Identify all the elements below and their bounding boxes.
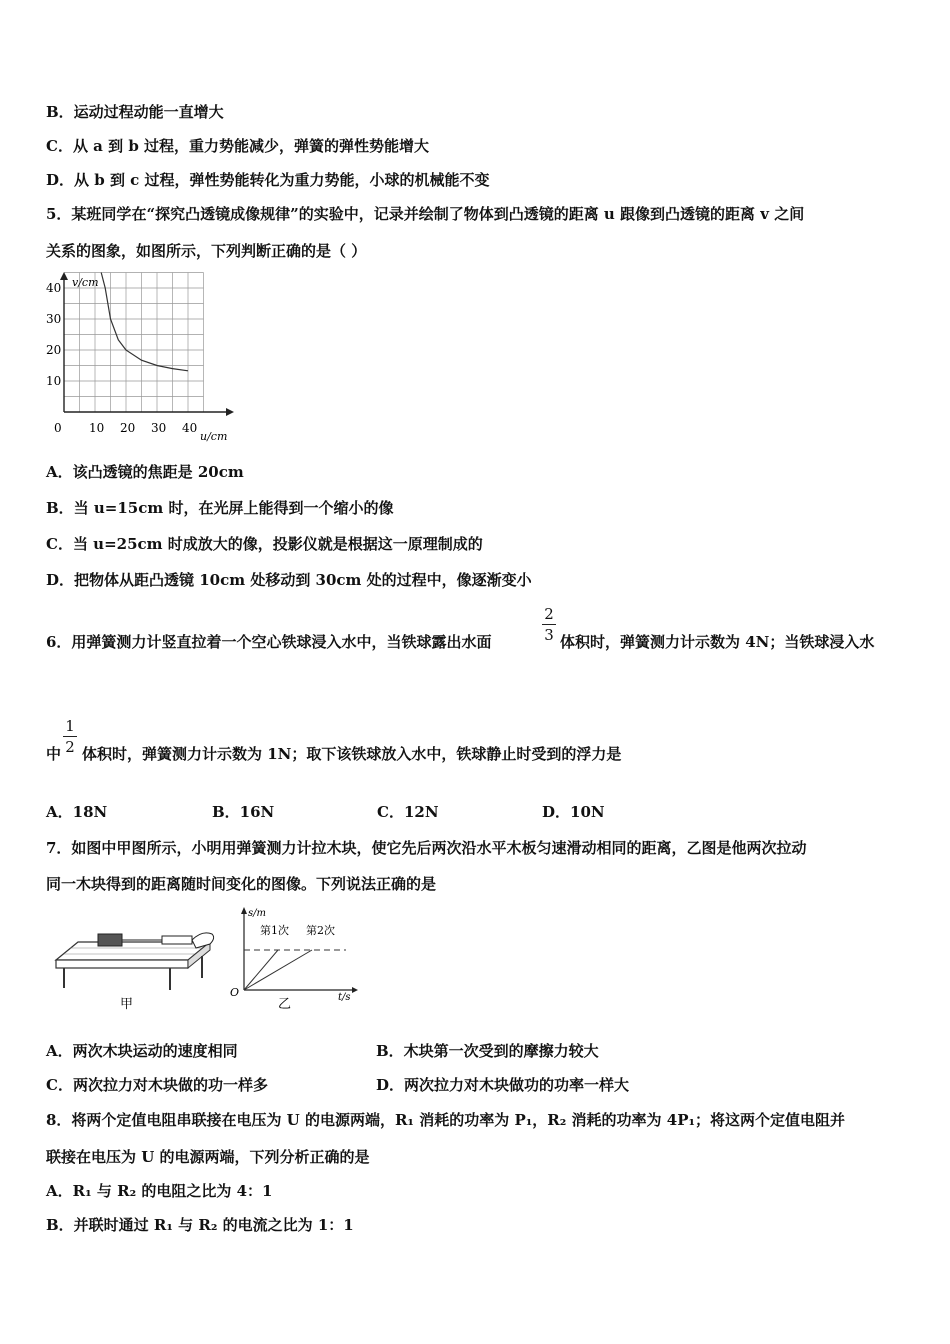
yi-first-label: 第1次 (260, 924, 289, 937)
q4-option-b: B．运动过程动能一直增大 (46, 103, 224, 121)
q6-option-a: A．18N (46, 803, 108, 821)
q8-stem-line1: 8．将两个定值电阻串联接在电压为 U 的电源两端，R₁ 消耗的功率为 P₁，R₂ 消耗的功率为 4P₁；将这两个定值电阻并 (46, 1111, 846, 1129)
yi-ylabel: s/m (248, 908, 266, 919)
chart-series-curve (101, 273, 188, 371)
q4-option-d: D．从 b 到 c 过程，弹性势能转化为重力势能，小球的机械能不变 (46, 171, 490, 189)
q7-option-a: A．两次木块运动的速度相同 (46, 1042, 238, 1060)
q5-option-c: C．当 u=25cm 时成放大的像，投影仪就是根据这一原理制成的 (46, 535, 483, 553)
q6-fraction-one-half (63, 718, 77, 755)
q5-stem-line2: 关系的图象，如图所示，下列判断正确的是（ ） (46, 242, 367, 260)
y-tick-label: 40 (46, 281, 62, 295)
fraction-denominator: 2 (65, 738, 75, 756)
figure-yi-caption: 乙 (278, 997, 292, 1012)
fraction-numerator: 2 (544, 605, 554, 623)
x-tick-label: 0 (54, 421, 62, 435)
chart-grid (64, 273, 204, 413)
q5-stem-line1: 5．某班同学在“探究凸透镜成像规律”的实验中，记录并绘制了物体到凸透镜的距离 u 跟像到凸透镜的距离 v 之间 (46, 205, 805, 223)
q5-option-b: B．当 u=15cm 时，在光屏上能得到一个缩小的像 (46, 499, 394, 517)
q5-option-d: D．把物体从距凸透镜 10cm 处移动到 30cm 处的过程中，像逐渐变小 (46, 571, 532, 589)
q7-stem-line1: 7．如图中甲图所示，小明用弹簧测力计拉木块，使它先后两次沿水平木板匀速滑动相同的距离，乙图是他两次拉动 (46, 839, 807, 857)
q6-option-b: B．16N (212, 803, 275, 821)
q6-option-d: D．10N (542, 803, 605, 821)
lens-chart (40, 272, 240, 448)
q6-stem-part2: 体积时，弹簧测力计示数为 4N；当铁球浸入水 (560, 633, 875, 651)
q4-option-c: C．从 a 到 b 过程，重力势能减少，弹簧的弹性势能增大 (46, 137, 430, 155)
yi-second-label: 第2次 (306, 924, 335, 937)
x-tick-label: 40 (182, 421, 198, 435)
q7-option-b: B．木块第一次受到的摩擦力较大 (376, 1042, 599, 1060)
x-tick-label: 30 (151, 421, 167, 435)
q6-option-c: C．12N (377, 803, 439, 821)
q8-stem-line2: 联接在电压为 U 的电源两端，下列分析正确的是 (46, 1148, 370, 1166)
chart-ylabel: v/cm (72, 276, 99, 289)
y-tick-label: 30 (46, 312, 62, 326)
y-tick-label: 20 (46, 343, 62, 357)
x-tick-label: 20 (120, 421, 136, 435)
x-tick-label: 10 (89, 421, 105, 435)
chart-xlabel: u/cm (200, 430, 228, 443)
chart-axes (60, 272, 234, 416)
yi-origin: O (230, 986, 240, 999)
fraction-numerator: 1 (65, 717, 75, 735)
q7-stem-line2: 同一木块得到的距离随时间变化的图像。下列说法正确的是 (46, 875, 437, 893)
fraction-denominator: 3 (544, 626, 554, 644)
q7-option-d: D．两次拉力对木块做功的功率一样大 (376, 1076, 630, 1094)
q8-option-a: A．R₁ 与 R₂ 的电阻之比为 4：1 (46, 1182, 273, 1200)
figure-jia-caption: 甲 (120, 997, 134, 1012)
q6-stem-part3: 中 (46, 745, 62, 763)
q6-stem-part4: 体积时，弹簧测力计示数为 1N；取下该铁球放入水中，铁球静止时受到的浮力是 (82, 745, 622, 763)
q7-option-c: C．两次拉力对木块做的功一样多 (46, 1076, 268, 1094)
yi-xlabel: t/s (338, 992, 351, 1003)
q8-option-b: B．并联时通过 R₁ 与 R₂ 的电流之比为 1：1 (46, 1216, 354, 1234)
figure-yi-st-graph (226, 904, 366, 1012)
y-tick-label: 10 (46, 374, 62, 388)
q6-stem-part1: 6．用弹簧测力计竖直拉着一个空心铁球浸入水中，当铁球露出水面 (46, 633, 492, 651)
figure-jia-table-block (50, 916, 220, 1012)
q6-fraction-two-thirds (542, 606, 556, 643)
q5-option-a: A．该凸透镜的焦距是 20cm (46, 463, 244, 481)
